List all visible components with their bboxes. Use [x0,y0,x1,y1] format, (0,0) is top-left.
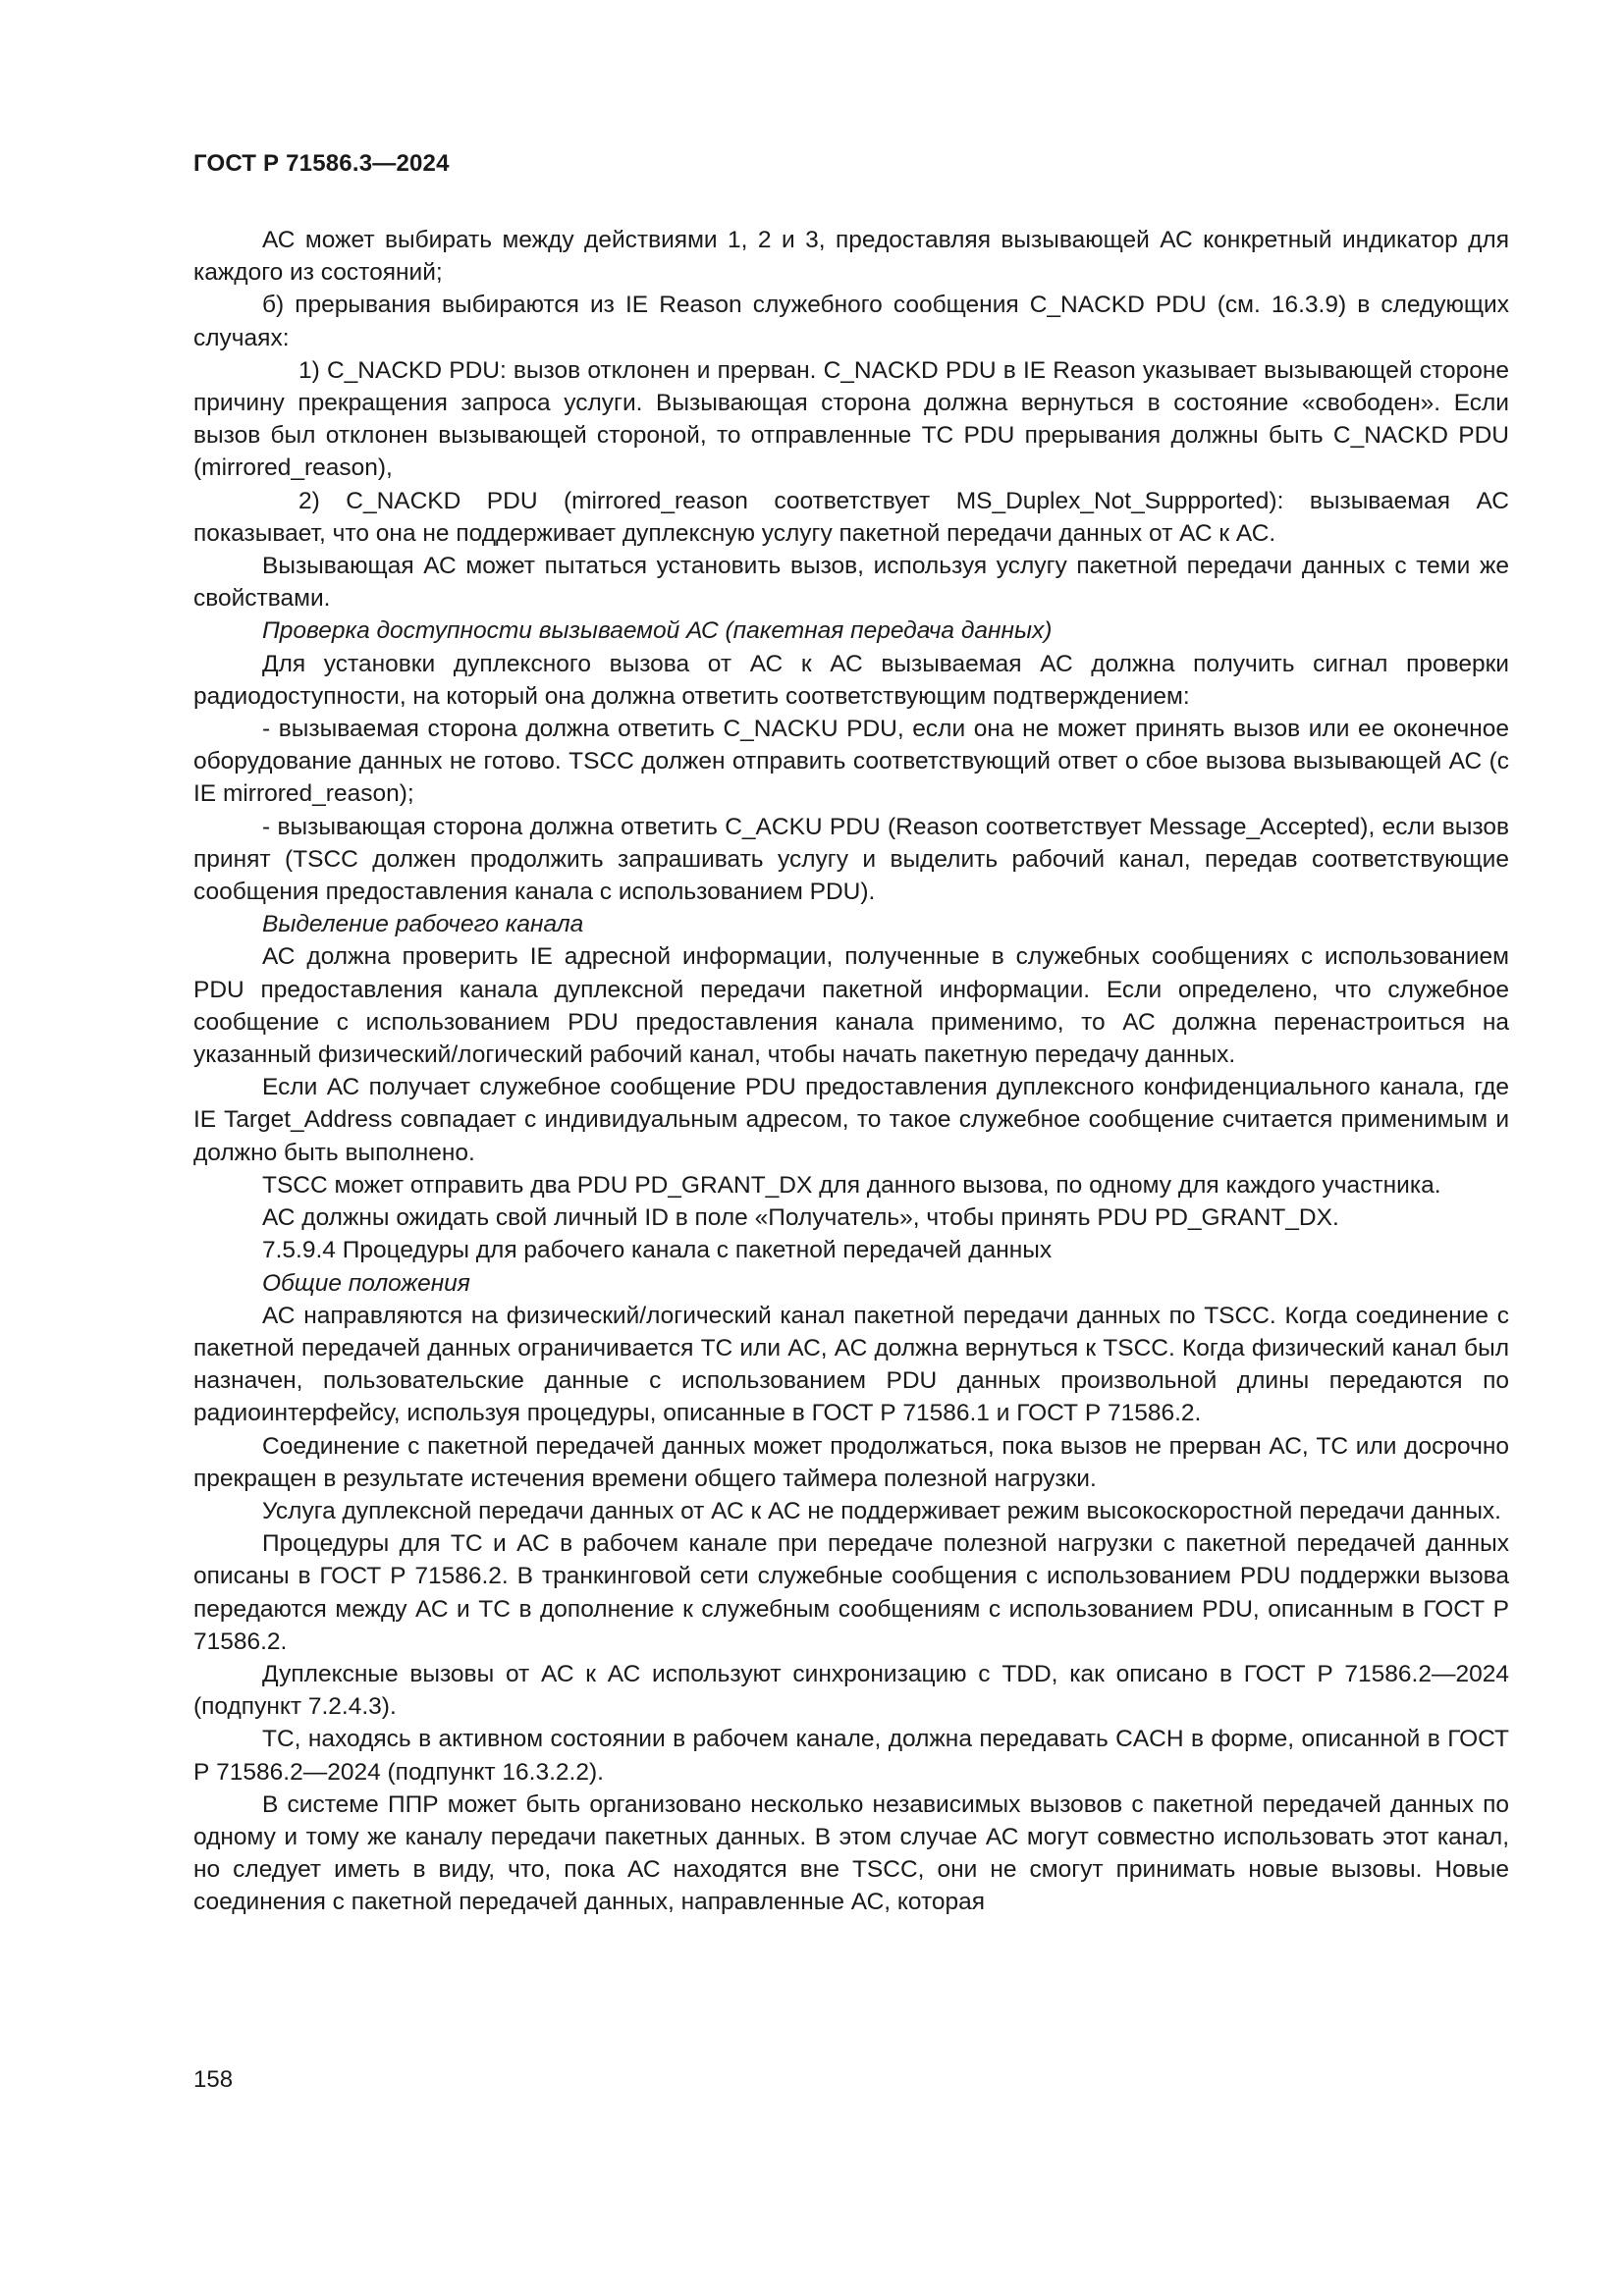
paragraph: ТС, находясь в активном состоянии в рабочем канале, должна передавать CACH в форме, описанной в ГОСТ Р 71586.2—2024 (подпункт 16.3.2.2). [193,1726,1509,1786]
section-heading-channel-allocation: Выделение рабочего канала [262,911,584,938]
section-heading-availability-check: Проверка доступности вызываемой АС (пакетная передача данных) [262,617,1053,645]
paragraph: Для установки дуплексного вызова от АС к АС вызываемая АС должна получить сигнал проверки радиодоступности, на который она должна ответить соответствующим подтверждением: [193,650,1509,710]
paragraph: Если АС получает служебное сообщение PDU предоставления дуплексного конфиденциального канала, где IE Target_Address совпадает с индивидуальным адресом, то такое служебное сообщение считается применимым и должно быть выполнено. [193,1074,1509,1166]
clause-heading: 7.5.9.4 Процедуры для рабочего канала с пакетной передачей данных [262,1237,1053,1264]
body-text [193,224,1509,1919]
document-page [193,0,1509,2296]
paragraph: TSCC может отправить два PDU PD_GRANT_DX для данного вызова, по одному для каждого участника. [262,1171,1441,1199]
paragraph-dash-item: - вызывающая сторона должна ответить C_ACKU PDU (Reason соответствует Message_Accepted), если вызов принят (TSCC должен продолжить запрашивать услугу и выделить рабочий канал, передав соответствующие сообщения предоставления канала с использованием PDU). [193,813,1509,906]
page-number: 158 [193,2066,234,2093]
paragraph-subitem-1: 1) C_NACKD PDU: вызов отклонен и прерван. C_NACKD PDU в IE Reason указывает вызывающей стороне причину прекращения запроса услуги. Вызывающая сторона должна вернуться в состояние «свободен». Если вызов был отклонен вызывающей стороной, то отправленные ТС PDU прерывания должны быть C_NACKD PDU (mirrored_reason), [193,356,1509,482]
paragraph-list-item-b: б) прерывания выбираются из IE Reason служебного сообщения C_NACKD PDU (см. 16.3.9) в следующих случаях: [193,292,1509,351]
paragraph-subitem-2: 2) C_NACKD PDU (mirrored_reason соответствует MS_Duplex_Not_Suppported): вызываемая АС показывает, что она не поддерживает дуплексную услугу пакетной передачи данных от АС к АС. [193,487,1509,547]
paragraph: В системе ППР может быть организовано несколько независимых вызовов с пакетной передачей данных по одному и тому же каналу передачи пакетных данных. В этом случае АС могут совместно использовать этот канал, но следует иметь в виду, что, пока АС находятся вне TSCC, они не смогут принимать новые вызовы. Новые соединения с пакетной передачей данных, направленные АС, которая [193,1790,1509,1916]
document-header: ГОСТ Р 71586.3—2024 [193,150,450,177]
paragraph-dash-item: - вызываемая сторона должна ответить C_NACKU PDU, если она не может принять вызов или ее оконечное оборудование данных не готово. TSCC должен отправить соответствующий ответ о сбое вызова вызывающей АС (с IE mirrored_reason); [193,716,1509,808]
paragraph: Вызывающая АС может пытаться установить вызов, используя услугу пакетной передачи данных с теми же свойствами. [193,553,1509,613]
paragraph: Дуплексные вызовы от АС к АС используют синхронизацию с TDD, как описано в ГОСТ Р 71586.2—2024 (подпункт 7.2.4.3). [193,1660,1509,1721]
paragraph: АС может выбирать между действиями 1, 2 и 3, предоставляя вызывающей АС конкретный индикатор для каждого из состояний; [193,227,1509,287]
paragraph: Соединение с пакетной передачей данных может продолжаться, пока вызов не прерван АС, ТС или досрочно прекращен в результате истечения времени общего таймера полезной нагрузки. [193,1432,1509,1492]
paragraph: Процедуры для ТС и АС в рабочем канале при передаче полезной нагрузки с пакетной передачей данных описаны в ГОСТ Р 71586.2. В транкинговой сети служебные сообщения с использованием PDU поддержки вызова передаются между АС и ТС в дополнение к служебным сообщениям с использованием PDU, описанным в ГОСТ Р 71586.2. [193,1530,1509,1655]
paragraph: АС направляются на физический/логический канал пакетной передачи данных по TSCC. Когда соединение с пакетной передачей данных ограничивается ТС или АС, АС должна вернуться к TSCC. Когда физический канал был назначен, пользовательские данные с использованием PDU данных произвольной длины передаются по радиоинтерфейсу, используя процедуры, описанные в ГОСТ Р 71586.1 и ГОСТ Р 71586.2. [193,1302,1509,1427]
paragraph: АС должна проверить IE адресной информации, полученные в служебных сообщениях с использованием PDU предоставления канала дуплексной передачи пакетной информации. Если определено, что служебное сообщение с использованием PDU предоставления канала применимо, то АС должна перенастроиться на указанный физический/логический рабочий канал, чтобы начать пакетную передачу данных. [193,943,1509,1069]
paragraph: Услуга дуплексной передачи данных от АС к АС не поддерживает режим высокоскоростной передачи данных. [262,1497,1501,1524]
section-heading-general: Общие положения [262,1269,470,1297]
paragraph: АС должны ожидать свой личный ID в поле «Получатель», чтобы принять PDU PD_GRANT_DX. [262,1204,1339,1232]
